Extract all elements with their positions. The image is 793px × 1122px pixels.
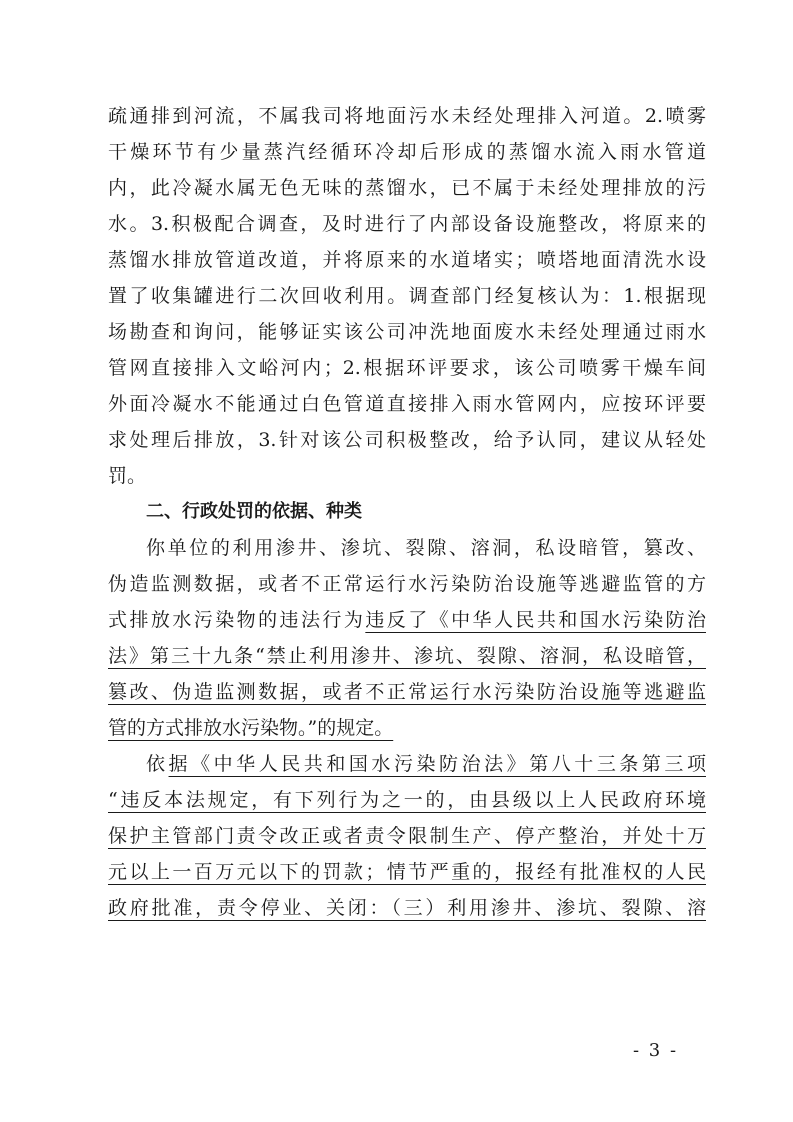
page-number: - 3 - — [633, 1040, 679, 1061]
para2-line-6 — [108, 710, 706, 746]
para2-line-6-underlined: 管的方式排放水污染物。”的规定。 — [108, 717, 394, 739]
para2-line-3-underlined: 违反了《中华人民共和国水污染防治 — [365, 609, 706, 631]
para2-line-3-plain: 式排放水污染物的违法行为 — [108, 609, 366, 631]
para3-line-1-underlined: 据《中华人民共和国水污染防治法》第八十三条第三项 — [168, 753, 706, 775]
document-body — [108, 98, 706, 926]
text-line-9: 外面冷凝水不能通过白色管道直接排入雨水管网内，应按环评要 — [108, 393, 706, 415]
para2-line-2: 伪造监测数据，或者不正常运行水污染防治设施等逃避监管的方 — [108, 573, 706, 595]
para3-line-2: “违反本法规定，有下列行为之一的，由县级以上人民政府环境 — [108, 789, 706, 811]
para2-line-1: 你单位的利用渗井、渗坑、裂隙、溶洞，私设暗管，篡改、 — [146, 537, 706, 559]
para2-line-4: 法》第三十九条“禁止利用渗井、渗坑、裂隙、溶洞，私设暗管， — [108, 645, 706, 667]
text-line-10: 求处理后排放，3.针对该公司积极整改，给予认同，建议从轻处 — [108, 429, 706, 451]
text-line-5: 蒸馏水排放管道改道，并将原来的水道堵实；喷塔地面清洗水设 — [108, 249, 706, 271]
text-line-8: 管网直接排入文峪河内；2.根据环评要求，该公司喷雾干燥车间 — [108, 357, 706, 379]
para3-line-4: 元以上一百万元以下的罚款；情节严重的，报经有批准权的人民 — [108, 861, 706, 883]
text-line-7: 场勘查和询问，能够证实该公司冲洗地面废水未经处理通过雨水 — [108, 321, 706, 343]
para3-line-1 — [108, 746, 706, 782]
para2-line-5: 篡改、伪造监测数据，或者不正常运行水污染防治设施等逃避监 — [108, 681, 706, 703]
text-line-1: 疏通排到河流，不属我司将地面污水未经处理排入河道。2.喷雾 — [108, 105, 706, 127]
text-line-4: 水。3.积极配合调查，及时进行了内部设备设施整改，将原来的 — [108, 213, 706, 235]
text-line-6: 置了收集罐进行二次回收利用。调查部门经复核认为：1.根据现 — [108, 285, 706, 307]
para3-line-5: 政府批准，责令停业、关闭：（三）利用渗井、渗坑、裂隙、溶 — [108, 897, 706, 919]
para3-line-1-plain: 依 — [146, 753, 169, 775]
text-line-11: 罚。 — [108, 465, 147, 487]
section-heading: 二、行政处罚的依据、种类 — [146, 501, 362, 522]
para3-line-3: 保护主管部门责令改正或者责令限制生产、停产整治，并处十万 — [108, 825, 706, 847]
para2-line-3 — [108, 602, 706, 638]
text-line-3: 内，此冷凝水属无色无味的蒸馏水，已不属于未经处理排放的污 — [108, 177, 706, 199]
text-line-2: 干燥环节有少量蒸汽经循环冷却后形成的蒸馏水流入雨水管道 — [108, 141, 706, 163]
